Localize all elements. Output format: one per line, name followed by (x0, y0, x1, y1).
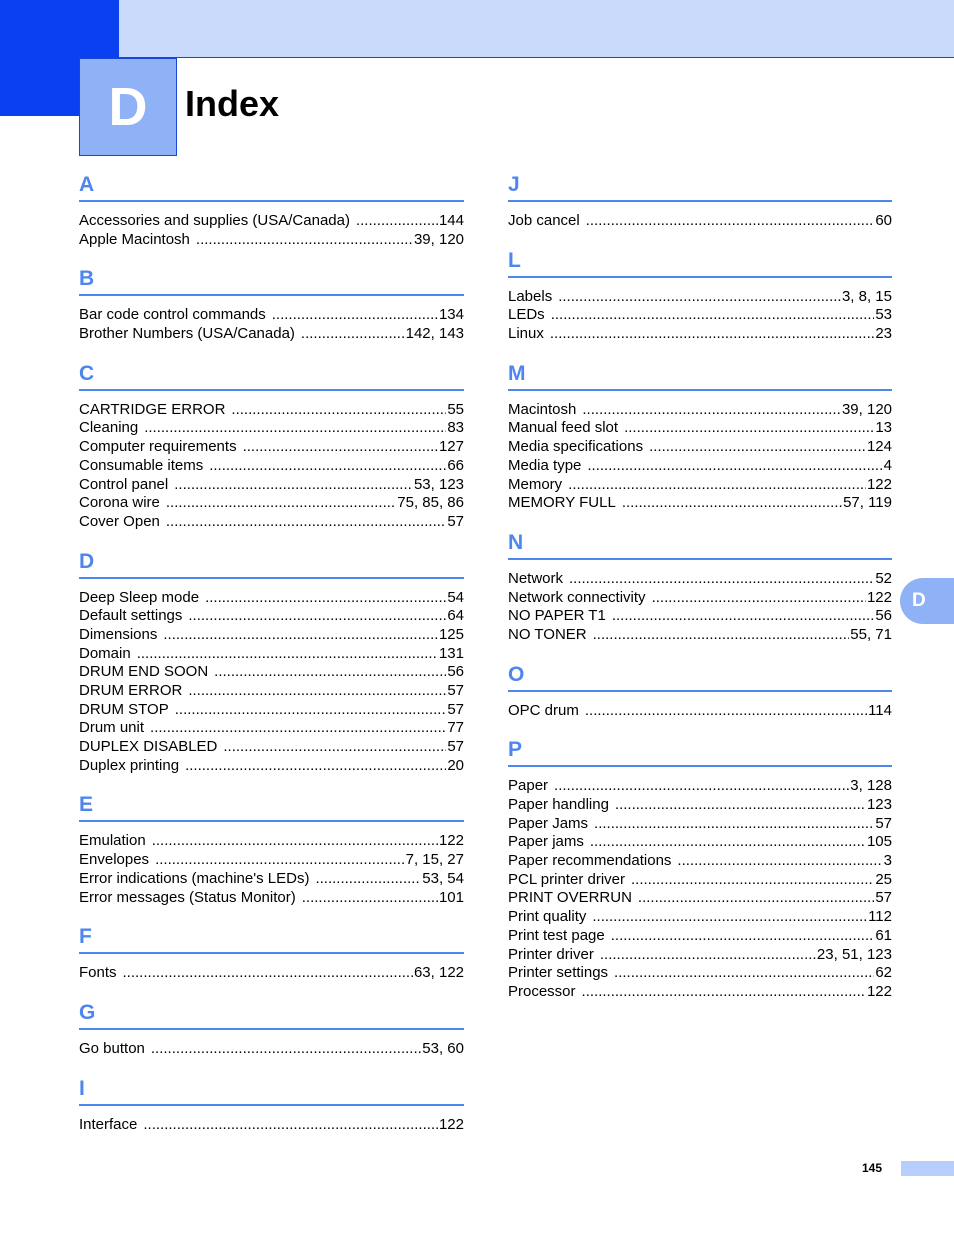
dot-leader (614, 964, 874, 983)
section-letter: D (79, 549, 95, 573)
section-gap (508, 344, 892, 359)
index-section-m (508, 359, 892, 528)
index-entry (79, 306, 464, 325)
page-reference[interactable]: 39, 120 (413, 230, 464, 248)
section-gap (79, 249, 464, 264)
section-rule (508, 389, 892, 391)
index-entry (508, 476, 892, 495)
index-term: DRUM END SOON (79, 663, 209, 681)
index-term: Labels (508, 287, 553, 305)
index-entry (79, 701, 464, 720)
index-entry (79, 964, 464, 983)
dot-leader (123, 964, 413, 983)
page-reference[interactable]: 83 (447, 419, 464, 437)
page-reference[interactable]: 57 (875, 889, 892, 907)
index-entry (79, 419, 464, 438)
section-letter: L (508, 248, 521, 272)
index-entry (508, 702, 892, 721)
dot-leader (612, 607, 875, 626)
index-entry (79, 401, 464, 420)
index-term: Macintosh (508, 400, 577, 418)
index-term: Bar code control commands (79, 306, 266, 324)
index-term: Paper handling (508, 796, 609, 813)
index-term: Control panel (79, 475, 169, 493)
page-reference[interactable]: 57 (447, 512, 464, 530)
index-entry (79, 1040, 464, 1059)
index-section-a (79, 170, 464, 264)
section-letter: G (79, 1000, 96, 1024)
section-gap (79, 775, 464, 790)
section-gap (79, 907, 464, 922)
index-section-n (508, 528, 892, 660)
index-term: Network connectivity (508, 588, 646, 606)
page-reference[interactable]: 123 (866, 796, 892, 813)
index-entry (79, 212, 464, 231)
index-term: Deep Sleep mode (79, 588, 200, 606)
dot-leader (243, 438, 438, 457)
section-gap (79, 1059, 464, 1074)
index-entry (79, 870, 464, 889)
dot-leader (615, 796, 866, 815)
index-term: Computer requirements (79, 438, 237, 456)
index-term: NO PAPER T1 (508, 607, 606, 625)
index-term: Paper Jams (508, 814, 589, 832)
dot-leader (558, 288, 841, 307)
index-term: Consumable items (79, 456, 204, 474)
index-term: Accessories and supplies (USA/Canada) (79, 212, 350, 229)
index-term: Cover Open (79, 512, 160, 530)
dot-leader (196, 231, 413, 250)
chapter-side-tab[interactable] (900, 578, 954, 624)
header-rule (119, 57, 954, 58)
section-rule (508, 690, 892, 692)
index-entry (79, 325, 464, 344)
index-entry (508, 777, 892, 796)
page-reference[interactable]: 53, 60 (422, 1039, 464, 1057)
dot-leader (585, 702, 867, 721)
index-section-p (508, 735, 892, 1016)
dot-leader (551, 306, 875, 325)
index-term: Error messages (Status Monitor) (79, 888, 296, 906)
index-term: Print quality (508, 908, 587, 926)
index-section-d (79, 547, 464, 791)
index-section-e (79, 790, 464, 922)
page-reference[interactable]: 64 (447, 607, 464, 625)
page-reference[interactable]: 63, 122 (413, 964, 464, 982)
index-term: Linux (508, 325, 544, 343)
page-reference[interactable]: 144 (438, 212, 464, 229)
page-reference[interactable]: 75, 85, 86 (397, 494, 464, 512)
page-reference[interactable]: 57 (447, 682, 464, 699)
index-term: Cleaning (79, 419, 139, 437)
section-gap (79, 344, 464, 359)
section-rule (79, 1028, 464, 1030)
index-term: Printer driver (508, 945, 594, 963)
dot-leader (649, 438, 866, 457)
dot-leader (150, 719, 446, 738)
index-term: Memory (508, 475, 563, 493)
index-entry (79, 832, 464, 851)
index-term: Network (508, 569, 564, 587)
index-term: Emulation (79, 832, 146, 850)
section-rule (79, 1104, 464, 1106)
dot-leader (166, 513, 446, 532)
index-term: Duplex printing (79, 756, 180, 774)
page-reference[interactable]: 3, 128 (850, 777, 892, 795)
dot-leader (652, 589, 866, 608)
index-term: Print test page (508, 926, 605, 944)
page-reference[interactable]: 77 (447, 719, 464, 737)
dot-leader (569, 570, 874, 589)
page-reference[interactable]: 122 (438, 832, 464, 850)
section-rule (79, 200, 464, 202)
page-title: Index (185, 83, 280, 124)
dot-leader (622, 494, 842, 513)
dot-leader (175, 701, 447, 720)
index-entry (508, 457, 892, 476)
page-reference[interactable]: 122 (438, 1115, 464, 1133)
dot-leader (151, 1040, 421, 1059)
page-reference[interactable]: 54 (447, 588, 464, 606)
page-reference[interactable]: 131 (438, 644, 464, 662)
page-reference[interactable]: 122 (866, 588, 892, 606)
dot-leader (301, 325, 405, 344)
page-reference[interactable]: 62 (875, 964, 892, 982)
section-rule (79, 294, 464, 296)
index-entry (508, 815, 892, 834)
index-entry (508, 212, 892, 231)
dot-leader (638, 889, 874, 908)
section-gap (79, 532, 464, 547)
index-entry (508, 438, 892, 457)
page-reference[interactable]: 23, 51, 123 (816, 945, 892, 963)
index-term: Processor (508, 982, 576, 1000)
index-term: Go button (79, 1039, 145, 1057)
page-reference[interactable]: 105 (866, 833, 892, 851)
index-entry (79, 438, 464, 457)
page-reference[interactable]: 57 (447, 738, 464, 756)
section-rule (79, 577, 464, 579)
section-rule (79, 820, 464, 822)
section-letter: I (79, 1076, 85, 1100)
dot-leader (143, 1116, 438, 1135)
section-gap (79, 983, 464, 998)
page-reference[interactable]: 3, 8, 15 (841, 287, 892, 305)
dot-leader (611, 927, 875, 946)
dot-leader (166, 494, 396, 513)
dot-leader (174, 476, 413, 495)
index-entry (79, 757, 464, 776)
page-reference[interactable]: 52 (875, 569, 892, 587)
index-entry (508, 607, 892, 626)
index-term: Paper (508, 777, 549, 795)
footer-bar (901, 1161, 954, 1176)
section-letter: M (508, 361, 526, 385)
page-reference[interactable]: 56 (447, 663, 464, 681)
dot-leader (600, 946, 816, 965)
index-entry (508, 852, 892, 871)
dot-leader (231, 401, 446, 420)
page-reference[interactable]: 124 (866, 438, 892, 456)
index-term: Drum unit (79, 719, 145, 737)
index-section-g (79, 998, 464, 1074)
section-letter: J (508, 173, 520, 196)
section-gap (508, 645, 892, 660)
dot-leader (593, 626, 850, 645)
page-reference[interactable]: 53 (875, 306, 892, 324)
index-entry (79, 682, 464, 701)
page-reference[interactable]: 13 (875, 419, 892, 437)
dot-leader (272, 306, 438, 325)
dot-leader (209, 457, 446, 476)
page-reference[interactable]: 125 (438, 625, 464, 643)
index-term: CARTRIDGE ERROR (79, 400, 226, 418)
page-reference[interactable]: 114 (868, 701, 892, 719)
page-reference[interactable]: 112 (868, 908, 892, 926)
index-entry (79, 851, 464, 870)
page-reference[interactable]: 60 (875, 212, 892, 229)
index-term: Envelopes (79, 851, 150, 869)
index-entry (508, 796, 892, 815)
index-section-i (79, 1074, 464, 1150)
dot-leader (152, 832, 438, 851)
index-entry (508, 964, 892, 983)
index-entry (508, 908, 892, 927)
index-entry (79, 607, 464, 626)
index-entry (508, 626, 892, 645)
header-band-light (119, 0, 954, 58)
dot-leader (582, 983, 866, 1002)
index-term: Job cancel (508, 212, 580, 229)
index-term: Printer settings (508, 964, 609, 982)
index-entry (508, 946, 892, 965)
index-entry (79, 457, 464, 476)
index-term: NO TONER (508, 625, 587, 643)
index-section-f (79, 922, 464, 998)
section-rule (79, 389, 464, 391)
page-reference[interactable]: 4 (883, 456, 892, 474)
dot-leader (587, 457, 882, 476)
dot-leader (144, 419, 446, 438)
dot-leader (631, 871, 874, 890)
index-term: DUPLEX DISABLED (79, 738, 218, 756)
section-rule (508, 765, 892, 767)
index-term: Fonts (79, 964, 117, 982)
index-entry (79, 663, 464, 682)
section-gap (508, 231, 892, 246)
dot-leader (185, 757, 446, 776)
index-term: Dimensions (79, 625, 158, 643)
index-term: Paper jams (508, 833, 584, 851)
index-section-l (508, 246, 892, 359)
index-term: Corona wire (79, 494, 160, 512)
section-rule (508, 558, 892, 560)
page-reference[interactable]: 25 (875, 870, 892, 888)
section-gap (79, 1134, 464, 1149)
dot-leader (315, 870, 421, 889)
index-term: Paper recommendations (508, 852, 672, 870)
index-entry (508, 494, 892, 513)
dot-leader (554, 777, 849, 796)
dot-leader (550, 325, 874, 344)
dot-leader (594, 815, 874, 834)
page-reference[interactable]: 57 (875, 814, 892, 832)
index-term: Media specifications (508, 438, 644, 456)
page-reference[interactable]: 20 (447, 756, 464, 774)
dot-leader (214, 663, 446, 682)
dot-leader (302, 889, 438, 908)
page-reference[interactable]: 127 (438, 438, 464, 456)
page-reference[interactable]: 23 (875, 325, 892, 343)
page-reference[interactable]: 53, 123 (413, 475, 464, 493)
index-entry (508, 871, 892, 890)
page-reference[interactable]: 134 (438, 306, 464, 324)
index-term: LEDs (508, 306, 545, 324)
page-reference[interactable]: 55, 71 (850, 625, 892, 643)
index-term: Default settings (79, 607, 183, 625)
chapter-side-tab-label: D (912, 590, 926, 611)
section-gap (508, 1002, 892, 1017)
section-letter: C (79, 361, 95, 385)
page-reference[interactable]: 101 (438, 888, 464, 906)
dot-leader (188, 682, 446, 701)
page-reference[interactable]: 3 (883, 852, 892, 870)
page-reference[interactable]: 122 (866, 982, 892, 1000)
dot-leader (624, 419, 874, 438)
index-entry (508, 325, 892, 344)
page-reference[interactable]: 57, 119 (843, 494, 892, 512)
dot-leader (568, 476, 866, 495)
section-letter: P (508, 738, 523, 762)
index-column-left (79, 170, 464, 1149)
page-reference[interactable]: 39, 120 (841, 400, 892, 418)
index-entry (508, 983, 892, 1002)
index-term: DRUM ERROR (79, 682, 183, 699)
index-term: Brother Numbers (USA/Canada) (79, 325, 295, 343)
index-entry (508, 589, 892, 608)
chapter-letter-box: D (79, 58, 177, 156)
dot-leader (356, 212, 438, 231)
section-rule (508, 276, 892, 278)
index-section-b (79, 264, 464, 358)
index-entry (508, 889, 892, 908)
index-entry (79, 719, 464, 738)
index-entry (79, 889, 464, 908)
index-entry (508, 927, 892, 946)
index-entry (508, 401, 892, 420)
page-reference[interactable]: 7, 15, 27 (405, 851, 464, 869)
index-term: Error indications (machine's LEDs) (79, 869, 310, 887)
index-entry (79, 494, 464, 513)
section-letter: B (79, 267, 95, 291)
index-section-j (508, 170, 892, 246)
page-reference[interactable]: 142, 143 (405, 325, 464, 343)
section-letter: N (508, 530, 524, 554)
index-term: OPC drum (508, 701, 579, 719)
index-entry (79, 476, 464, 495)
dot-leader (223, 738, 446, 757)
dot-leader (586, 212, 875, 231)
index-term: PRINT OVERRUN (508, 889, 632, 907)
index-entry (508, 306, 892, 325)
index-term: Domain (79, 644, 131, 662)
dot-leader (155, 851, 405, 870)
dot-leader (592, 908, 867, 927)
section-gap (508, 513, 892, 528)
index-entry (79, 738, 464, 757)
page-reference[interactable]: 61 (875, 926, 892, 944)
dot-leader (205, 589, 446, 608)
page-reference[interactable]: 57 (447, 700, 464, 718)
index-term: Apple Macintosh (79, 230, 190, 248)
index-entry (79, 1116, 464, 1135)
dot-leader (677, 852, 882, 871)
index-entry (508, 570, 892, 589)
index-column-right (508, 170, 892, 1017)
page-reference[interactable]: 55 (447, 400, 464, 418)
index-entry (508, 833, 892, 852)
index-entry (79, 231, 464, 250)
dot-leader (188, 607, 446, 626)
dot-leader (137, 645, 438, 664)
index-entry (79, 645, 464, 664)
section-rule (508, 200, 892, 202)
index-entry (508, 288, 892, 307)
index-term: MEMORY FULL (508, 494, 616, 512)
index-entry (508, 419, 892, 438)
index-term: Interface (79, 1115, 138, 1133)
page-reference[interactable]: 53, 54 (422, 869, 464, 887)
index-entry (79, 513, 464, 532)
section-rule (79, 952, 464, 954)
index-entry (79, 626, 464, 645)
index-section-c (79, 359, 464, 547)
page-number: 145 (862, 1161, 883, 1175)
index-term: Manual feed slot (508, 419, 619, 437)
section-letter: A (79, 173, 95, 196)
dot-leader (582, 401, 841, 420)
index-term: PCL printer driver (508, 870, 625, 888)
dot-leader (590, 833, 866, 852)
section-gap (508, 720, 892, 735)
dot-leader (163, 626, 438, 645)
section-letter: O (508, 662, 525, 686)
index-term: Media type (508, 456, 582, 474)
section-letter: F (79, 925, 92, 949)
section-letter: E (79, 793, 94, 817)
index-section-o (508, 660, 892, 736)
page-reference[interactable]: 56 (875, 607, 892, 625)
page-reference[interactable]: 66 (447, 456, 464, 474)
page-reference[interactable]: 122 (866, 475, 892, 493)
index-term: DRUM STOP (79, 700, 169, 718)
index-entry (79, 589, 464, 608)
